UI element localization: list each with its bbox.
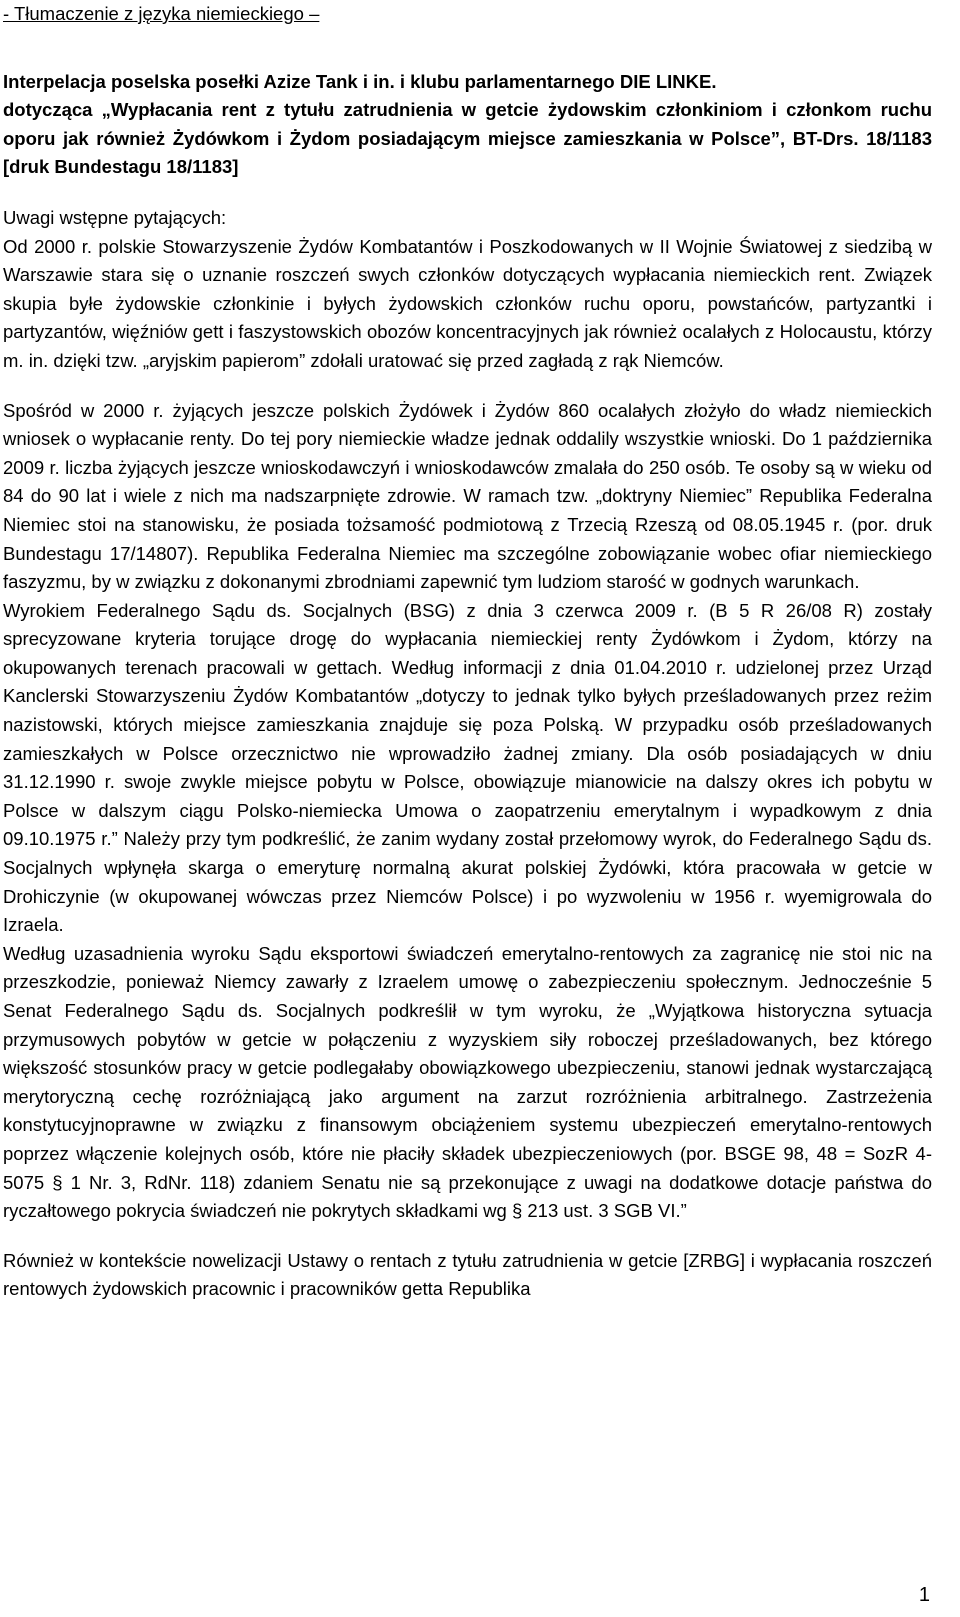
title-line-1: Interpelacja poselska posełki Azize Tank i in. i klubu parlamentarnego DIE LINKE. [3,70,717,92]
section-heading: Uwagi wstępne pytających: [3,206,227,228]
title-rest: dotycząca „Wypłacania rent z tytułu zatrudnienia w getcie żydowskim członkiniom i członkom ruchu oporu jak również Żydówkom i Żydom posiadającym miejsce zamieszkania w Polsce”, BT-Drs. 18/1183 [druk Bundestagu 18/1183] [3,99,932,178]
translation-note: - Tłumaczenie z języka niemieckiego – [3,3,320,24]
document-title [3,68,932,182]
paragraph-1: Od 2000 r. polskie Stowarzyszenie Żydów Kombatantów i Poszkodowanych w II Wojnie Światowej z siedzibą w Warszawie stara się o uznanie roszczeń swych członków dotyczących wypłacania niemieckich rent. Związek skupia byłe żydowskie członkinie i byłych żydowskich członków ruchu oporu, powstańców, partyzantki i partyzantów, więźniów gett i faszystowskich obozów koncentracyjnych jak również ocalałych z Holocaustu, którzy m. in. dzięki tzw. „aryjskim papierom” zdołali uratować się przed zagładą z rąk Niemców. [3,235,932,371]
document-page [3,0,932,1304]
paragraph-5: Również w kontekście nowelizacji Ustawy o rentach z tytułu zatrudnienia w getcie [ZRBG] i wypłacania roszczeń rentowych żydowskich pracownic i pracowników getta Republika [3,1249,932,1300]
paragraph-2: Spośród w 2000 r. żyjących jeszcze polskich Żydówek i Żydów 860 ocalałych złożyło do władz niemieckich wniosek o wypłacanie renty. Do tej pory niemieckie władze jednak oddalily wszystkie wnioski. Do 1 października 2009 r. liczba żyjących jeszcze wnioskodawczyń i wnioskodawców zmalała do 250 osób. Te osoby są w wieku od 84 do 90 lat i wiele z nich ma nadszarpnięte zdrowie. W ramach tzw. „doktryny Niemiec” Republika Federalna Niemiec stoi na stanowisku, że posiada tożsamość podmiotową z Trzecią Rzeszą od 08.05.1945 r. (por. druk Bundestagu 17/14807). Republika Federalna Niemiec ma szczególne zobowiązanie wobec ofiar niemieckiego faszyzmu, by w związku z dokonanymi zbrodniami zapewnić tym ludziom starość w godnych warunkach. [3,399,932,593]
paragraph-4: Według uzasadnienia wyroku Sądu eksportowi świadczeń emerytalno-rentowych za zagranicę nie stoi nic na przeszkodzie, ponieważ Niemcy zawarły z Izraelem umowę o zabezpieczeniu społecznym. Jednocześnie 5 Senat Federalnego Sądu ds. Socjalnych podkreślił w tym wyroku, że „Wyjątkowa historyczna sytuacja przymusowych pobytów w getcie w połączeniu z wyzyskiem siły roboczej prześladowanych, bez którego większość stosunków pracy w getcie podlegałaby obowiązkowego ubezpieczeniu, stanowi jednak wystarczającą merytoryczną cechę rozróżniającą jako argument na zarzut rozróżnienia arbitralnego. Zastrzeżenia konstytucyjnoprawne w związku z finansowym obciążeniem systemu ubezpieczeń emerytalno-rentowych poprzez włączenie kolejnych osób, które nie płaciły składek ubezpieczeniowych (por. BSGE 98, 48 = SozR 4-5075 § 1 Nr. 3, RdNr. 118) zdaniem Senatu nie są przekonujące z uwagi na dodatkowe dotacje państwa do ryczałtowego pokrycia świadczeń nie pokrytych składkami wg § 213 ust. 3 SGB VI.” [3,942,932,1222]
paragraph-3: Wyrokiem Federalnego Sądu ds. Socjalnych (BSG) z dnia 3 czerwca 2009 r. (B 5 R 26/08 R) zostały sprecyzowane kryteria torujące drogę do wypłacania niemieckiej renty Żydówkom i Żydom, którzy na okupowanych terenach pracowali w gettach. Według informacji z dnia 01.04.2010 r. udzielonej przez Urząd Kanclerski Stowarzyszeniu Żydów Kombatantów „dotyczy to jednak tylko byłych prześladowanych przez reżim nazistowski, których miejsce zamieszkania znajduje się poza Polską. W przypadku osób prześladowanych zamieszkałych w Polsce orzecznictwo nie wprowadziło żadnej zmiany. Dla osób posiadających w dniu 31.12.1990 r. swoje zwykle miejsce pobytu w Polsce, obowiązuje mianowicie na dalszy okres ich pobytu w Polsce w dalszym ciągu Polsko-niemiecka Umowa o zaopatrzeniu emerytalnym i wypadkowym z dnia 09.10.1975 r.” Należy przy tym podkreślić, że zanim wydany został przełomowy wyrok, do Federalnego Sądu ds. Socjalnych wpłynęła skarga o emeryturę normalną akurat polskiej Żydówki, która pracowała w getcie w Drohiczynie (w okupowanej wówczas przez Niemców Polsce) i po wyzwoleniu w 1956 r. wyemigrowala do Izraela. [3,599,932,936]
page-number: 1 [918,1584,930,1606]
